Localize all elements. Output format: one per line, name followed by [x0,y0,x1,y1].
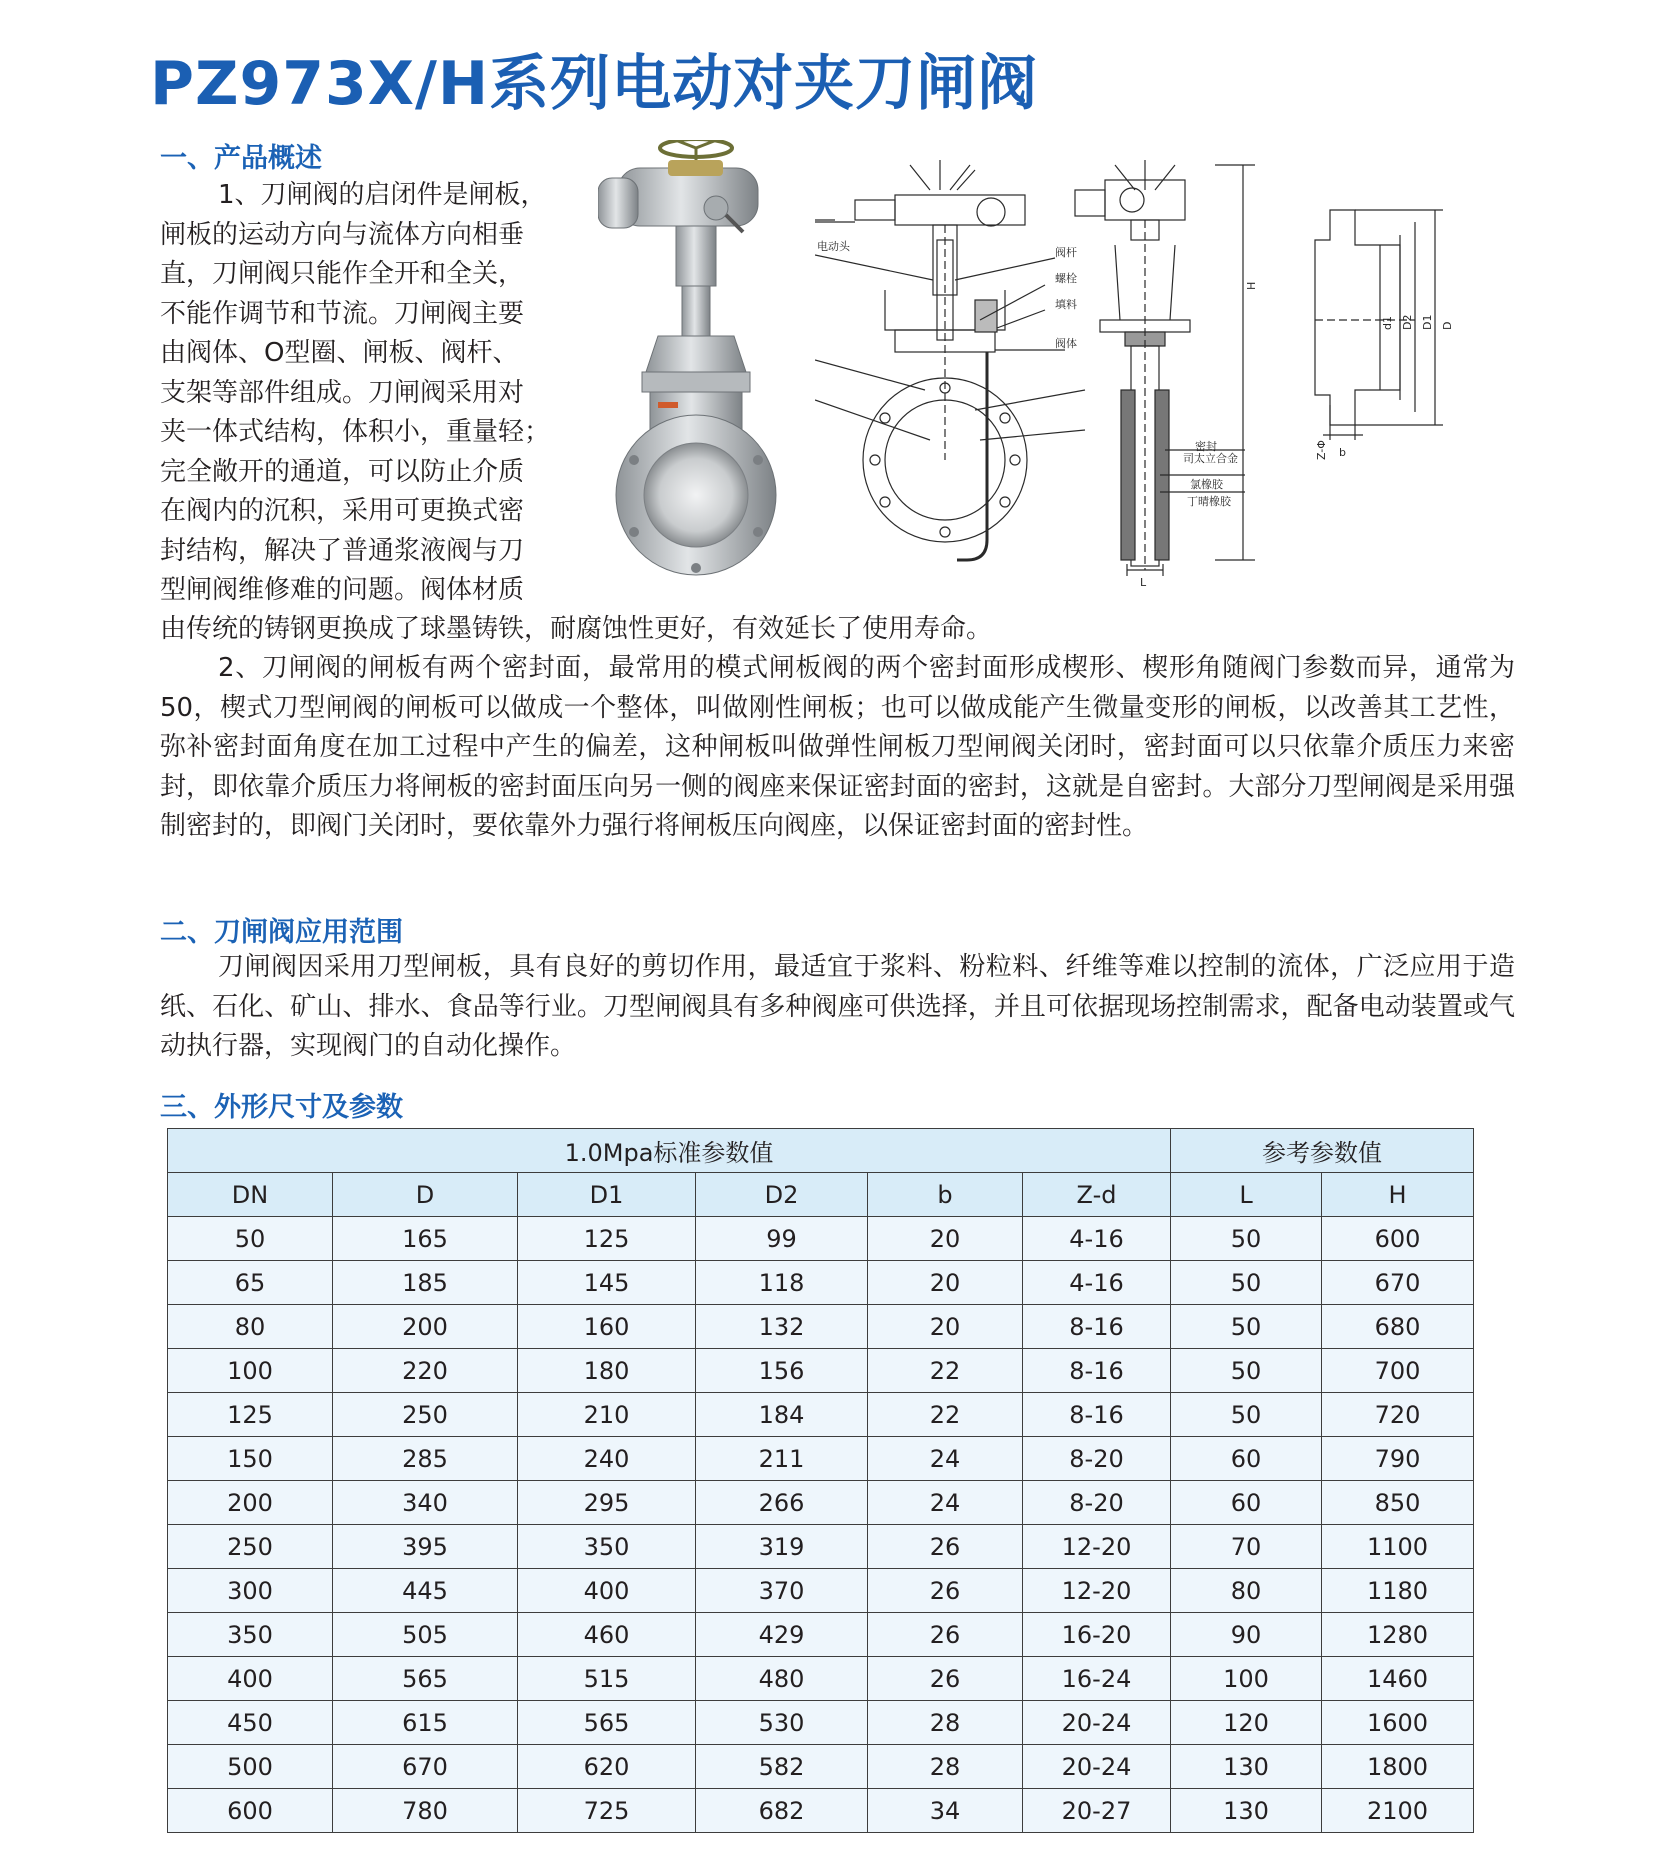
table-cell: 12-20 [1023,1525,1171,1569]
table-row [168,1701,1474,1745]
label-D1: D1 [1421,314,1434,330]
overview-paragraph-1-tail: 由传统的铸钢更换成了球墨铸铁，耐腐蚀性更好，有效延长了使用寿命。 [160,614,993,644]
overview-paragraph-2: 2、刀闸阀的闸板有两个密封面，最常用的模式闸板阀的两个密封面形成楔形、楔形角随阀门参数而异，通常为50，楔式刀型闸阀的闸板可以做成一个整体，叫做刚性闸板；也可以做成能产生微量变形的闸板，以改善其工艺性，弥补密封面角度在加工过程中产生的偏差，这种闸板叫做弹性闸板刀型闸阀关闭时，密封面可以只依靠介质压力来密封，即依靠介质压力将闸板的密封面压向另一侧的阀座来保证密封面的密封，这就是自密封。大部分刀型闸阀是采用强制密封的，即阀门关闭时，要依靠外力强行将闸板压向阀座，以保证密封面的密封性。 [160,653,1515,841]
overview-line: 型闸阀维修难的问题。阀体材质 [160,575,525,605]
label-H: H [1245,281,1258,290]
table-cell: 1600 [1322,1701,1474,1745]
label-b: b [1339,446,1346,459]
section-heading-dimensions: 三、外形尺寸及参数 [160,1092,403,1123]
overview-line: 完全敞开的通道，可以防止介质 [160,456,525,487]
overview-line: 由阀体、O型圈、闸板、阀杆、 [160,338,519,368]
table-cell: 350 [168,1613,333,1657]
table-cell: 80 [168,1305,333,1349]
table-cell: 2100 [1322,1789,1474,1833]
table-cell: 530 [696,1701,868,1745]
table-row [168,1393,1474,1437]
table-cell: 26 [868,1613,1023,1657]
table-cell: 65 [168,1261,333,1305]
table-cell: 20-24 [1023,1745,1171,1789]
table-cell: 266 [696,1481,868,1525]
table-cell: 22 [868,1349,1023,1393]
table-cell: 100 [168,1349,333,1393]
table-cell: 210 [518,1393,696,1437]
table-cell: 505 [333,1613,518,1657]
label-nbr: 丁晴橡胶 [1187,495,1231,508]
table-cell: 285 [333,1437,518,1481]
table-cell: 400 [518,1569,696,1613]
table-cell: 1800 [1322,1745,1474,1789]
label-zphi: Z-Φ [1315,440,1328,460]
table-row [168,1657,1474,1701]
table-cell: 295 [518,1481,696,1525]
table-row [168,1745,1474,1789]
table-cell: 200 [168,1481,333,1525]
overview-line: 在阀内的沉积，采用可更换式密 [160,496,525,526]
table-cell: 20-27 [1023,1789,1171,1833]
table-row [168,1789,1474,1833]
table-cell: 130 [1171,1745,1322,1789]
table-cell: 90 [1171,1613,1322,1657]
valve-technical-drawing [815,160,1495,600]
table-cell: 50 [1171,1349,1322,1393]
table-cell: 100 [1171,1657,1322,1701]
table-cell: 120 [1171,1701,1322,1745]
label-body: 阀体 [1055,337,1077,350]
table-cell: 184 [696,1393,868,1437]
table-cell: 340 [333,1481,518,1525]
label-packing: 填料 [1055,298,1077,311]
table-row [168,1261,1474,1305]
table-cell: 26 [868,1525,1023,1569]
label-stem: 阀杆 [1055,246,1077,259]
label-actuator: 电动头 [817,240,850,253]
table-cell: 4-16 [1023,1217,1171,1261]
table-cell: 26 [868,1569,1023,1613]
table-cell: 211 [696,1437,868,1481]
table-cell: 60 [1171,1481,1322,1525]
table-row [168,1569,1474,1613]
overview-line: 闸板的运动方向与流体方向相垂 [160,219,525,250]
table-cell: 615 [333,1701,518,1745]
table-cell: 28 [868,1745,1023,1789]
table-cell: 565 [518,1701,696,1745]
table-cell: 165 [333,1217,518,1261]
column-header: L [1171,1173,1322,1217]
overview-line: 封结构，解决了普通浆液阀与刀 [160,535,525,566]
column-header: b [868,1173,1023,1217]
parameter-table [167,1128,1474,1833]
section-heading-overview: 一、产品概述 [160,143,322,174]
table-cell: 720 [1322,1393,1474,1437]
label-rubber: 氯橡胶 [1190,478,1223,491]
table-cell: 200 [333,1305,518,1349]
table-cell: 50 [1171,1393,1322,1437]
table-cell: 20-24 [1023,1701,1171,1745]
table-cell: 600 [1322,1217,1474,1261]
table-cell: 60 [1171,1437,1322,1481]
label-d1: d1 [1381,316,1394,330]
table-cell: 250 [333,1393,518,1437]
table-row [168,1481,1474,1525]
section-heading-application: 二、刀闸阀应用范围 [160,917,403,948]
table-cell: 220 [333,1349,518,1393]
table-cell: 600 [168,1789,333,1833]
table-cell: 8-16 [1023,1305,1171,1349]
table-cell: 850 [1322,1481,1474,1525]
table-cell: 20 [868,1305,1023,1349]
table-cell: 8-16 [1023,1349,1171,1393]
table-cell: 132 [696,1305,868,1349]
overview-line: 不能作调节和节流。刀闸阀主要 [160,298,525,329]
table-cell: 790 [1322,1437,1474,1481]
table-cell: 24 [868,1437,1023,1481]
column-header: D [333,1173,518,1217]
table-cell: 670 [1322,1261,1474,1305]
valve-product-photo [598,140,788,590]
table-cell: 50 [168,1217,333,1261]
table-cell: 780 [333,1789,518,1833]
table-cell: 350 [518,1525,696,1569]
table-cell: 20 [868,1217,1023,1261]
table-cell: 125 [168,1393,333,1437]
table-cell: 1100 [1322,1525,1474,1569]
table-cell: 725 [518,1789,696,1833]
table-cell: 300 [168,1569,333,1613]
application-paragraph: 刀闸阀因采用刀型闸板，具有良好的剪切作用，最适宜于浆料、粉粒料、纤维等难以控制的流体，广泛应用于造纸、石化、矿山、排水、食品等行业。刀型闸阀具有多种阀座可供选择，并且可依据现场控制需求，配备电动装置或气动执行器，实现阀门的自动化操作。 [160,952,1515,1061]
table-cell: 34 [868,1789,1023,1833]
table-cell: 156 [696,1349,868,1393]
table-cell: 99 [696,1217,868,1261]
table-cell: 20 [868,1261,1023,1305]
table-cell: 1280 [1322,1613,1474,1657]
table-cell: 395 [333,1525,518,1569]
table-cell: 185 [333,1261,518,1305]
table-cell: 429 [696,1613,868,1657]
table-row [168,1305,1474,1349]
table-cell: 22 [868,1393,1023,1437]
table-cell: 450 [168,1701,333,1745]
table-body [168,1217,1474,1833]
table-cell: 370 [696,1569,868,1613]
table-cell: 8-20 [1023,1437,1171,1481]
group-header-reference: 参考参数值 [1171,1129,1474,1173]
table-cell: 400 [168,1657,333,1701]
overview-line: 1、刀闸阀的启闭件是闸板， [218,180,547,210]
column-header: H [1322,1173,1474,1217]
label-D2: D2 [1401,314,1414,330]
column-header: Z-d [1023,1173,1171,1217]
table-cell: 50 [1171,1305,1322,1349]
table-cell: 680 [1322,1305,1474,1349]
column-header: DN [168,1173,333,1217]
table-cell: 24 [868,1481,1023,1525]
table-group-header-row [168,1129,1474,1173]
table-cell: 480 [696,1657,868,1701]
table-cell: 240 [518,1437,696,1481]
table-cell: 150 [168,1437,333,1481]
table-cell: 12-20 [1023,1569,1171,1613]
table-cell: 118 [696,1261,868,1305]
table-cell: 500 [168,1745,333,1789]
table-row [168,1437,1474,1481]
table-cell: 565 [333,1657,518,1701]
table-cell: 130 [1171,1789,1322,1833]
table-row [168,1613,1474,1657]
table-cell: 700 [1322,1349,1474,1393]
overview-line: 支架等部件组成。刀闸阀采用对 [160,377,525,408]
table-cell: 50 [1171,1217,1322,1261]
label-bolt: 螺栓 [1055,272,1077,285]
table-cell: 28 [868,1701,1023,1745]
page-title: PZ973X/H系列电动对夹刀闸阀 [150,49,1039,119]
column-header: D2 [696,1173,868,1217]
table-cell: 1180 [1322,1569,1474,1613]
label-D: D [1441,321,1454,330]
table-cell: 1460 [1322,1657,1474,1701]
table-cell: 682 [696,1789,868,1833]
table-cell: 582 [696,1745,868,1789]
group-header-standard: 1.0Mpa标准参数值 [168,1129,1171,1173]
table-cell: 125 [518,1217,696,1261]
table-cell: 145 [518,1261,696,1305]
label-alloy: 司太立合金 [1183,452,1238,465]
overview-line: 直，刀闸阀只能作全开和全关， [160,259,525,289]
table-cell: 50 [1171,1261,1322,1305]
table-row [168,1525,1474,1569]
table-cell: 160 [518,1305,696,1349]
table-cell: 16-24 [1023,1657,1171,1701]
table-cell: 80 [1171,1569,1322,1613]
table-cell: 445 [333,1569,518,1613]
overview-line: 夹一体式结构，体积小，重量轻； [160,417,551,447]
table-cell: 4-16 [1023,1261,1171,1305]
table-cell: 515 [518,1657,696,1701]
table-cell: 8-20 [1023,1481,1171,1525]
table-row [168,1349,1474,1393]
table-cell: 26 [868,1657,1023,1701]
table-column-header-row [168,1173,1474,1217]
table-cell: 460 [518,1613,696,1657]
table-cell: 180 [518,1349,696,1393]
table-cell: 620 [518,1745,696,1789]
column-header: D1 [518,1173,696,1217]
table-row [168,1217,1474,1261]
table-cell: 70 [1171,1525,1322,1569]
label-L: L [1140,576,1147,589]
overview-paragraph-1 [160,176,570,611]
table-cell: 670 [333,1745,518,1789]
label-seal: 密封 [1195,440,1217,453]
table-cell: 319 [696,1525,868,1569]
table-cell: 16-20 [1023,1613,1171,1657]
table-cell: 250 [168,1525,333,1569]
table-cell: 8-16 [1023,1393,1171,1437]
